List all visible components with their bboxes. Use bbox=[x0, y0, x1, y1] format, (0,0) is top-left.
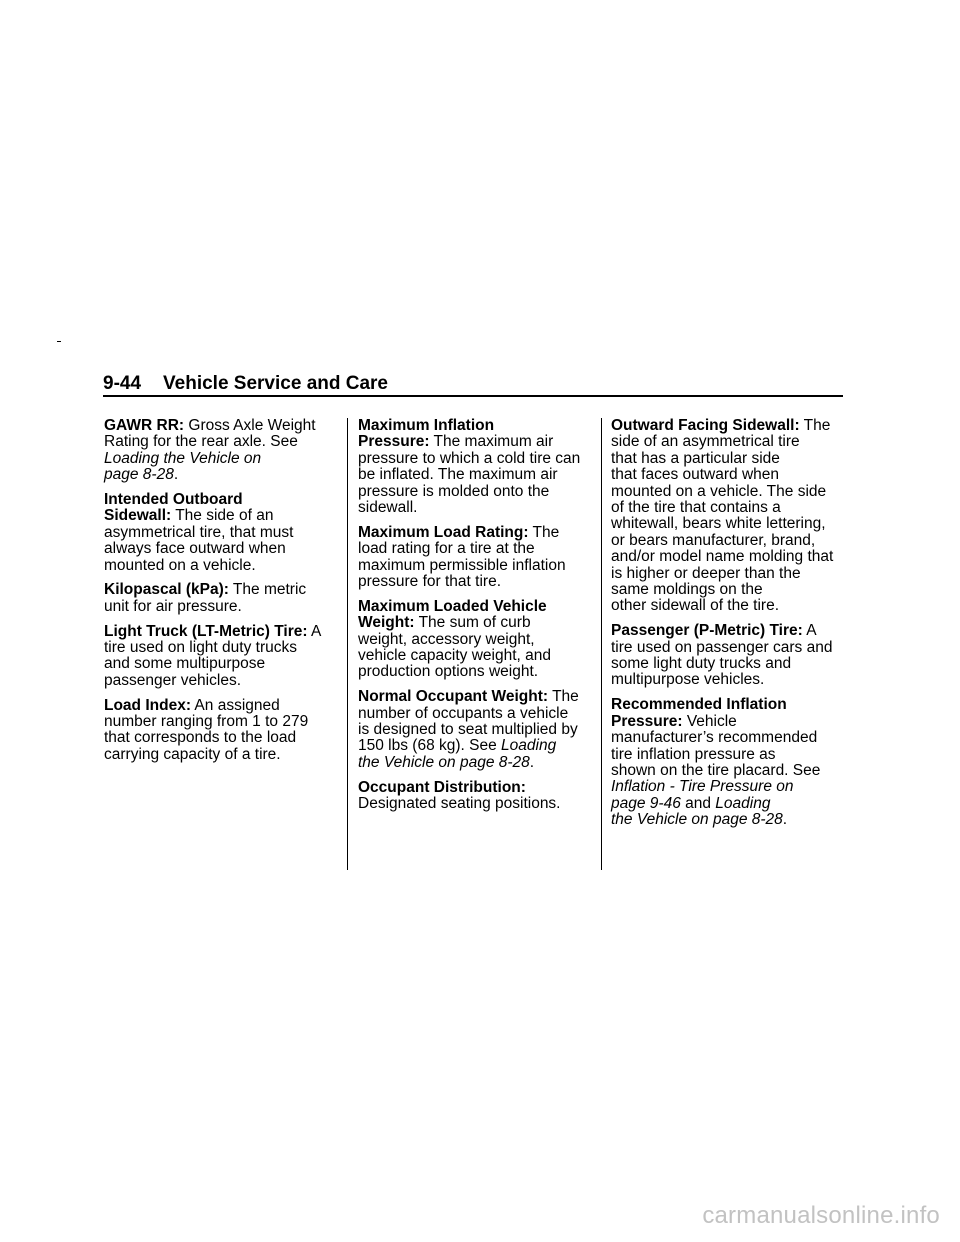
entry-term: Recommended Inflation bbox=[611, 696, 787, 714]
glossary-entry-kilopascal: Kilopascal (kPa): The metric unit for air pressure. bbox=[104, 581, 307, 615]
page-number: 9-44 bbox=[103, 373, 142, 394]
entry-term: Normal Occupant Weight: bbox=[358, 688, 549, 706]
entry-term: Maximum Loaded Vehicle bbox=[358, 597, 547, 615]
glossary-column-3 bbox=[611, 418, 843, 837]
entry-term: Kilopascal (kPa): bbox=[104, 581, 229, 599]
entry-term: Weight: bbox=[358, 614, 415, 632]
glossary-entry-occupant-distribution: Occupant Distribution: Designated seating positions. bbox=[358, 778, 561, 813]
glossary-entry-maximum-inflation-pressure: Maximum Inflation Pressure: The maximum air pressure to which a cold tire can be inflated. The maximum air pressure is molded onto the sidewall. bbox=[358, 417, 581, 517]
glossary-entry-load-index: Load Index: An assigned number ranging from 1 to 279 that corresponds to the load carrying capacity of a tire. bbox=[104, 696, 309, 763]
page-header bbox=[103, 372, 843, 396]
cross-reference-link[interactable]: page 9-46 bbox=[611, 794, 681, 812]
entry-term: Pressure: bbox=[358, 433, 430, 451]
cross-reference-link[interactable]: Loading the Vehicle on bbox=[104, 449, 262, 467]
cross-reference-link[interactable]: the Vehicle on page 8-28 bbox=[358, 753, 530, 771]
glossary-entry-recommended-inflation-pressure: Recommended Inflation Pressure: Vehicle manufacturer’s recommended tire inflation pressure as shown on the tire placard. See Inflation - Tire Pressure on page 9-46 and Loading the Vehicle on page 8-28. bbox=[611, 696, 821, 829]
column-divider bbox=[347, 418, 348, 870]
glossary-column-2 bbox=[358, 418, 590, 821]
cross-reference-link[interactable]: Loading bbox=[501, 737, 557, 755]
glossary-entry-outward-facing-sidewall: Outward Facing Sidewall: The side of an asymmetrical tire that has a particular side that faces outward when mounted on a vehicle. The side of the tire that contains a whitewall, bears white lettering, or bears manufacturer, brand, and/or model name molding that is higher or deeper than the same moldings on the other sidewall of the tire. bbox=[611, 417, 834, 615]
glossary-entry-light-truck-tire: Light Truck (LT-Metric) Tire: A tire used on light duty trucks and some multipurpose passenger vehicles. bbox=[104, 622, 322, 689]
header-rule bbox=[103, 395, 843, 397]
glossary-entry-maximum-load-rating: Maximum Load Rating: The load rating for a tire at the maximum permissible inflation pressure for that tire. bbox=[358, 523, 566, 591]
section-title: Vehicle Service and Care bbox=[163, 373, 388, 394]
entry-term: Intended Outboard bbox=[104, 491, 243, 509]
entry-term: Light Truck (LT-Metric) Tire: bbox=[104, 622, 308, 640]
site-watermark: carmanualsonline.info bbox=[702, 1202, 940, 1229]
cross-reference-link[interactable]: the Vehicle on page 8-28 bbox=[611, 811, 783, 829]
glossary-entry-gawr-rr: GAWR RR: Gross Axle Weight Rating for the rear axle. See Loading the Vehicle on page 8-28. bbox=[104, 417, 316, 484]
entry-term: Load Index: bbox=[104, 696, 191, 714]
cross-reference-link[interactable]: page 8-28 bbox=[104, 466, 174, 484]
glossary-entry-passenger-tire: Passenger (P-Metric) Tire: A tire used on passenger cars and some light duty trucks and multipurpose vehicles. bbox=[611, 622, 833, 689]
glossary-entry-normal-occupant-weight: Normal Occupant Weight: The number of occupants a vehicle is designed to seat multiplied by 150 lbs (68 kg). See Loading the Vehicle on page 8-28. bbox=[358, 688, 579, 771]
entry-term: Occupant Distribution: bbox=[358, 778, 526, 796]
entry-term: Pressure: bbox=[611, 712, 683, 730]
glossary-entry-maximum-loaded-vehicle-weight: Maximum Loaded Vehicle Weight: The sum of curb weight, accessory weight, vehicle capacity weight, and production options weight. bbox=[358, 597, 552, 681]
glossary-column-1 bbox=[104, 418, 336, 772]
entry-term: Sidewall: bbox=[104, 507, 172, 525]
entry-term: Maximum Inflation bbox=[358, 417, 495, 434]
entry-term: Outward Facing Sidewall: bbox=[611, 417, 800, 434]
entry-term: GAWR RR: bbox=[104, 417, 185, 434]
column-divider bbox=[601, 418, 602, 870]
cross-reference-link[interactable]: Inflation - Tire Pressure on bbox=[611, 778, 794, 796]
glossary-entry-intended-outboard-sidewall: Intended Outboard Sidewall: The side of an asymmetrical tire, that must always face outward when mounted on a vehicle. bbox=[104, 491, 294, 574]
entry-term: Passenger (P-Metric) Tire: bbox=[611, 622, 803, 640]
entry-term: Maximum Load Rating: bbox=[358, 523, 529, 541]
crop-mark bbox=[57, 341, 61, 342]
cross-reference-link[interactable]: Loading bbox=[715, 794, 771, 812]
